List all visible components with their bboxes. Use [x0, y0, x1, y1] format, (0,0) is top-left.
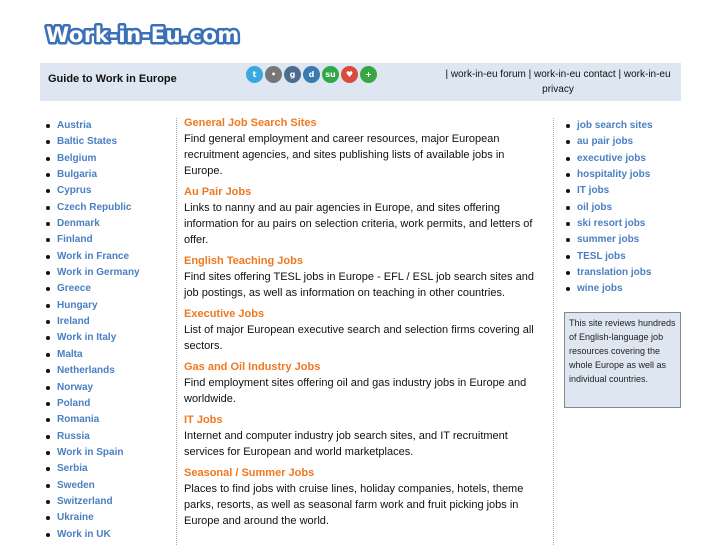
country-nav — [44, 118, 174, 543]
job-category-link[interactable]: executive jobs — [577, 152, 646, 164]
job-category-nav — [564, 118, 684, 298]
google-icon[interactable]: g — [284, 66, 301, 83]
section-description: Internet and computer industry job search sites, and IT recruitment services for European and world marketplaces. — [184, 430, 508, 458]
job-category-item-au-pair-jobs — [564, 134, 684, 150]
country-link[interactable]: Austria — [57, 120, 92, 131]
section-title-link[interactable]: Gas and Oil Industry Jobs — [184, 361, 321, 373]
country-link[interactable]: Work in Germany — [57, 267, 140, 279]
country-link[interactable]: Netherlands — [57, 365, 115, 377]
country-item-greece — [44, 281, 174, 297]
country-item-baltic-states — [44, 134, 174, 150]
country-item-norway — [44, 380, 174, 396]
header-bar — [40, 63, 681, 101]
section-title-link[interactable]: Seasonal / Summer Jobs — [184, 467, 315, 479]
country-link[interactable]: Serbia — [57, 463, 88, 475]
logo-text: Work-in-Eu.com — [46, 23, 240, 47]
country-link[interactable]: Poland — [57, 397, 91, 409]
country-item-work-in-france — [44, 249, 174, 265]
section-english-teaching-jobs — [184, 255, 544, 301]
social-share-icons — [246, 66, 377, 86]
section-gas-and-oil-industry-jobs — [184, 361, 544, 407]
section-title-link[interactable]: Au Pair Jobs — [184, 186, 252, 198]
guide-title: Guide to Work in Europe — [48, 73, 177, 85]
country-item-work-in-uk — [44, 527, 174, 543]
job-category-item-ski-resort-jobs — [564, 216, 684, 232]
country-item-bulgaria — [44, 167, 174, 183]
country-link[interactable]: Finland — [57, 234, 93, 246]
country-item-serbia — [44, 461, 174, 477]
section-title-link[interactable]: Executive Jobs — [184, 308, 265, 320]
separator: | — [445, 69, 451, 80]
country-item-work-in-germany — [44, 265, 174, 281]
job-category-link[interactable]: au pair jobs — [577, 136, 634, 148]
country-link[interactable]: Hungary — [57, 299, 98, 311]
site-logo[interactable] — [44, 20, 244, 50]
section-description: Find employment sites offering oil and gas industry jobs in Europe and worldwide. — [184, 377, 527, 405]
privacy-link-part2: privacy — [542, 84, 574, 95]
country-link[interactable]: Romania — [57, 414, 100, 426]
country-item-belgium — [44, 151, 174, 167]
separator: | — [525, 69, 535, 80]
digg-icon[interactable]: • — [265, 66, 282, 83]
country-item-ireland — [44, 314, 174, 330]
column-divider-left — [176, 118, 177, 545]
job-category-link[interactable]: job search sites — [577, 120, 653, 131]
job-category-link[interactable]: oil jobs — [577, 201, 612, 213]
job-category-link[interactable]: ski resort jobs — [577, 218, 646, 230]
section-seasonal-summer-jobs — [184, 467, 544, 529]
country-item-switzerland — [44, 494, 174, 510]
country-item-denmark — [44, 216, 174, 232]
job-category-link[interactable]: wine jobs — [577, 283, 623, 295]
country-item-sweden — [44, 478, 174, 494]
country-link[interactable]: Cyprus — [57, 185, 92, 197]
country-item-netherlands — [44, 363, 174, 379]
forum-link[interactable]: work-in-eu forum — [450, 69, 526, 80]
country-item-work-in-italy — [44, 330, 174, 346]
twitter-icon[interactable]: t — [246, 66, 263, 83]
section-description: Places to find jobs with cruise lines, holiday companies, hotels, theme parks, resorts, as well as seasonal farm work and fruit picking jobs in Europe and around the world. — [184, 483, 524, 527]
country-item-romania — [44, 412, 174, 428]
country-link[interactable]: Russia — [57, 430, 90, 442]
country-item-ukraine — [44, 510, 174, 526]
job-category-link[interactable]: IT jobs — [577, 185, 610, 197]
job-category-link[interactable]: translation jobs — [577, 267, 652, 279]
country-link[interactable]: Bulgaria — [57, 169, 98, 181]
country-link[interactable]: Switzerland — [57, 495, 113, 507]
country-item-hungary — [44, 298, 174, 314]
section-au-pair-jobs — [184, 186, 544, 248]
section-general-job-search-sites — [184, 117, 544, 179]
contact-link[interactable]: work-in-eu contact — [534, 69, 616, 80]
section-description: List of major European executive search and selection firms covering all sectors. — [184, 324, 534, 352]
country-link[interactable]: Baltic States — [57, 136, 118, 148]
section-description: Find sites offering TESL jobs in Europe - EFL / ESL job search sites and job postings, as well as information on teaching in other countries. — [184, 271, 534, 299]
country-link[interactable]: Ireland — [57, 316, 90, 328]
delicious-icon[interactable]: d — [303, 66, 320, 83]
site-info-box: This site reviews hundreds of English-language job resources covering the whole Europe as well as individual countries. — [564, 312, 681, 408]
job-category-item-oil-jobs — [564, 200, 684, 216]
country-link[interactable]: Work in UK — [57, 528, 111, 540]
country-item-cyprus — [44, 183, 174, 199]
job-category-item-wine-jobs — [564, 281, 684, 297]
country-link[interactable]: Work in Italy — [57, 332, 117, 344]
section-it-jobs — [184, 414, 544, 460]
country-link[interactable]: Belgium — [57, 152, 97, 164]
heart-icon[interactable]: ♥ — [341, 66, 358, 83]
main-content — [184, 117, 544, 536]
logo-graphic — [44, 20, 244, 50]
country-link[interactable]: Sweden — [57, 479, 95, 491]
country-item-poland — [44, 396, 174, 412]
job-category-link[interactable]: summer jobs — [577, 234, 640, 246]
plus-icon[interactable]: + — [360, 66, 377, 83]
country-item-russia — [44, 429, 174, 445]
job-category-item-translation-jobs — [564, 265, 684, 281]
job-category-item-it-jobs — [564, 183, 684, 199]
country-item-czech-republic — [44, 200, 174, 216]
country-link[interactable]: Ukraine — [57, 512, 94, 524]
section-description: Links to nanny and au pair agencies in Europe, and sites offering information for au pairs on selection criteria, work permits, and letters of offer. — [184, 202, 533, 246]
job-category-item-tesl-jobs — [564, 249, 684, 265]
section-title-link[interactable]: English Teaching Jobs — [184, 255, 303, 267]
job-category-item-summer-jobs — [564, 232, 684, 248]
country-link[interactable]: Norway — [57, 381, 94, 393]
country-link[interactable]: Work in France — [57, 250, 130, 262]
job-category-link[interactable]: TESL jobs — [577, 250, 626, 262]
country-link[interactable]: Malta — [57, 348, 83, 360]
top-links — [438, 67, 678, 97]
stumbleupon-icon[interactable]: su — [322, 66, 339, 83]
section-executive-jobs — [184, 308, 544, 354]
country-item-malta — [44, 347, 174, 363]
job-category-item-executive-jobs — [564, 151, 684, 167]
country-item-austria — [44, 118, 174, 134]
section-description: Find general employment and career resources, major European recruitment agencies, and sites publishing lists of available jobs in Europe. — [184, 133, 505, 177]
job-category-item-hospitality-jobs — [564, 167, 684, 183]
country-link[interactable]: Czech Republic — [57, 201, 132, 213]
section-title-link[interactable]: IT Jobs — [184, 414, 223, 426]
job-category-item-job-search-sites — [564, 118, 684, 134]
country-item-work-in-spain — [44, 445, 174, 461]
country-link[interactable]: Work in Spain — [57, 446, 124, 458]
job-category-link[interactable]: hospitality jobs — [577, 169, 651, 181]
country-link[interactable]: Denmark — [57, 218, 100, 230]
section-title-link[interactable]: General Job Search Sites — [184, 117, 317, 129]
privacy-link-part1: work-in-eu — [623, 69, 671, 80]
country-link[interactable]: Greece — [57, 283, 91, 295]
separator: | — [615, 69, 624, 80]
country-item-finland — [44, 232, 174, 248]
column-divider-right — [553, 118, 554, 545]
